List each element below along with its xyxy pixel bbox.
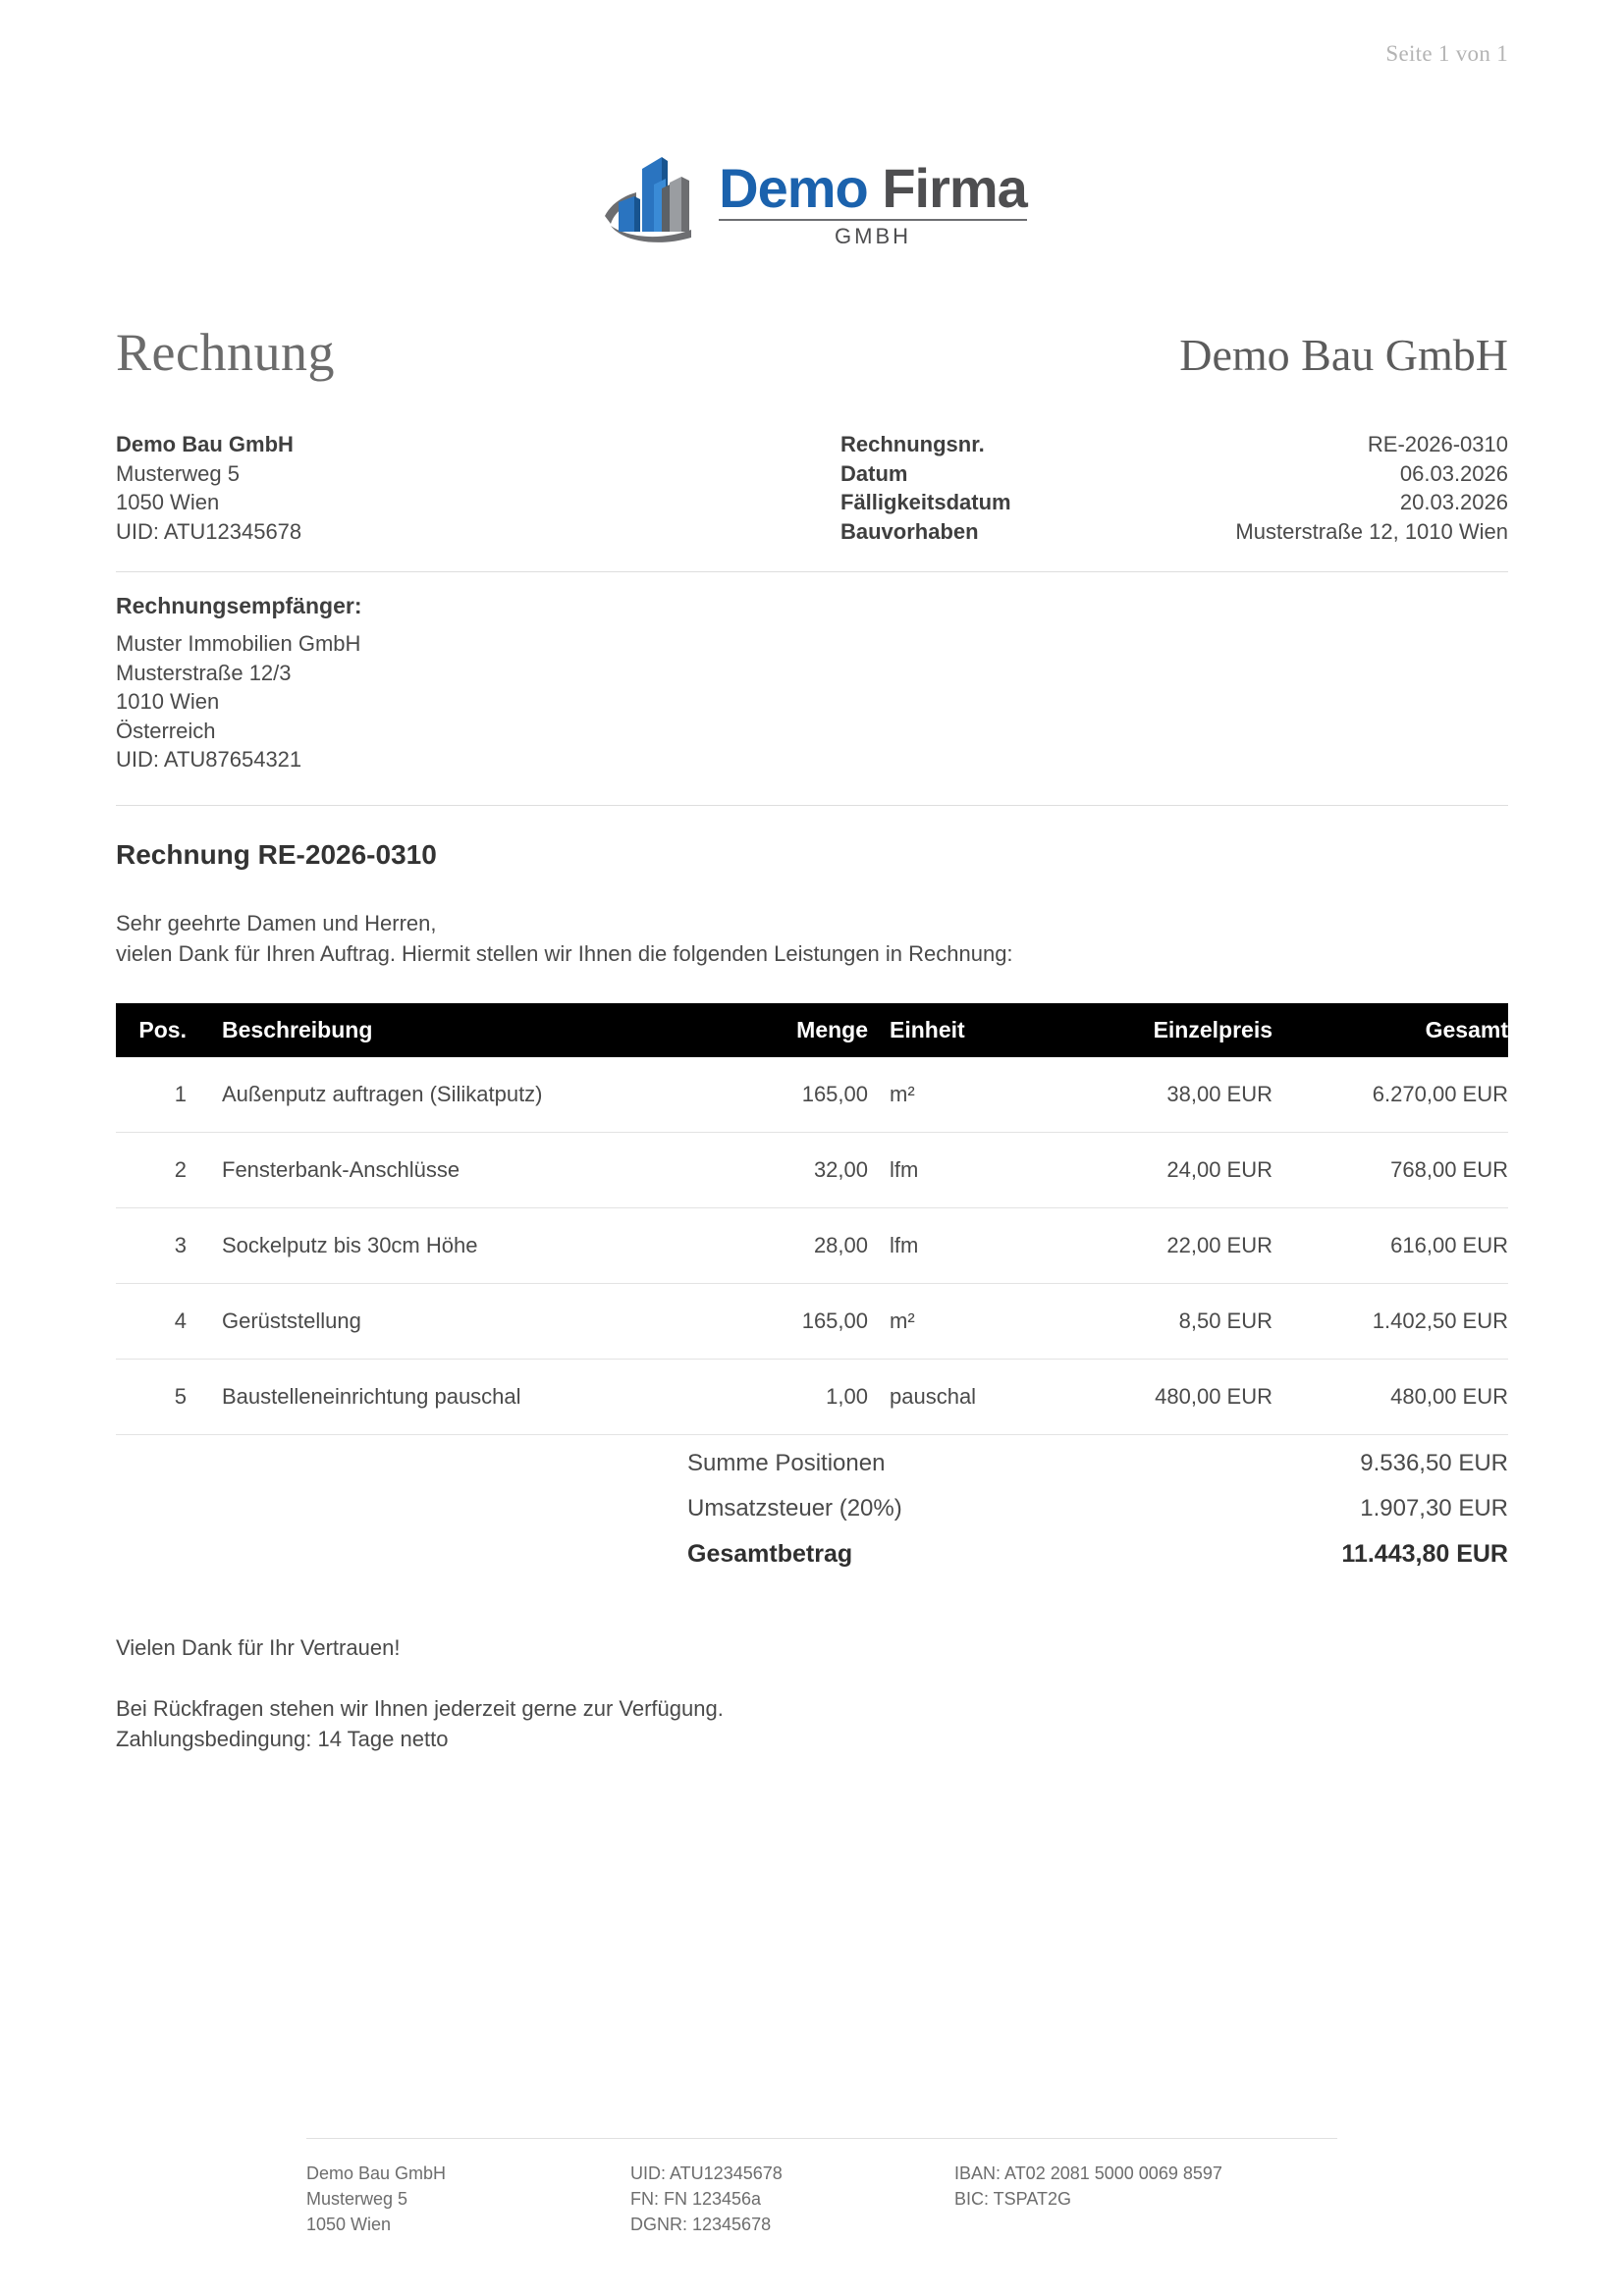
table-header (116, 1003, 1508, 1057)
table-header-row (116, 1003, 1508, 1057)
cell-total: 1.402,50 EUR (1272, 1284, 1508, 1360)
total-subtotal (687, 1441, 1508, 1486)
cell-pos: 1 (116, 1057, 204, 1133)
cell-unit: m² (890, 1284, 1047, 1360)
cell-total: 480,00 EUR (1272, 1360, 1508, 1435)
cell-total: 6.270,00 EUR (1272, 1057, 1508, 1133)
meta-due-date (840, 488, 1508, 517)
sender-address (116, 430, 626, 546)
invoice-metadata (840, 430, 1508, 546)
cell-description: Außenputz auftragen (Silikatputz) (204, 1057, 721, 1133)
cell-pos: 5 (116, 1360, 204, 1435)
meta-project (840, 517, 1508, 547)
cell-quantity: 32,00 (721, 1133, 890, 1208)
table-row (116, 1284, 1508, 1360)
table-row (116, 1133, 1508, 1208)
footer-company-name: Demo Bau GmbH (306, 2163, 447, 2183)
column-header-unit: Einheit (890, 1003, 1047, 1057)
document-title: Rechnung (116, 323, 335, 382)
footer-registration-column (630, 2161, 954, 2237)
recipient-heading: Rechnungsempfänger: (116, 593, 362, 618)
intro-text (116, 908, 1294, 969)
footer-company-city: 1050 Wien (306, 2215, 392, 2234)
cell-total: 768,00 EUR (1272, 1133, 1508, 1208)
cell-description: Gerüststellung (204, 1284, 721, 1360)
cell-quantity: 1,00 (721, 1360, 890, 1435)
sender-street: Musterweg 5 (116, 460, 240, 486)
footer-bic: BIC: TSPAT2G (954, 2189, 1072, 2209)
footer-iban: IBAN: AT02 2081 5000 0069 8597 (954, 2163, 1222, 2183)
meta-value: 06.03.2026 (1399, 460, 1508, 486)
cell-pos: 2 (116, 1133, 204, 1208)
cell-unit: pauschal (890, 1360, 1047, 1435)
recipient-company: Muster Immobilien GmbH (116, 631, 361, 656)
footer-company-register: FN: FN 123456a (630, 2189, 762, 2209)
meta-invoice-date (840, 459, 1508, 489)
cell-quantity: 165,00 (721, 1284, 890, 1360)
table-row (116, 1360, 1508, 1435)
meta-label: Datum (840, 460, 908, 486)
cell-description: Baustelleneinrichtung pauschal (204, 1360, 721, 1435)
total-label: Summe Positionen (687, 1450, 886, 1476)
invoice-heading: Rechnung RE-2026-0310 (116, 839, 437, 870)
divider-top (116, 571, 1508, 572)
column-header-quantity: Menge (721, 1003, 890, 1057)
logo-name-secondary: Firma (882, 157, 1027, 219)
recipient-street: Musterstraße 12/3 (116, 660, 292, 685)
title-row (116, 322, 1508, 383)
table-row (116, 1057, 1508, 1133)
total-label: Umsatzsteuer (20%) (687, 1495, 902, 1522)
sender-vat-id: UID: ATU12345678 (116, 518, 302, 544)
logo-name-primary: Demo (719, 157, 868, 219)
footer-company-street: Musterweg 5 (306, 2189, 408, 2209)
closing-spacer (116, 1663, 1294, 1693)
table-body (116, 1057, 1508, 1435)
company-logo (0, 145, 1624, 251)
meta-label: Fälligkeitsdatum (840, 490, 1011, 514)
footer-company-column (306, 2161, 630, 2237)
cell-quantity: 28,00 (721, 1208, 890, 1284)
total-vat (687, 1486, 1508, 1531)
total-grand (687, 1531, 1508, 1576)
closing-contact: Bei Rückfragen stehen wir Ihnen jederzeit gerne zur Verfügung. (116, 1696, 724, 1721)
line-items-table (116, 1003, 1508, 1435)
divider-recipient (116, 805, 1508, 806)
recipient-country: Österreich (116, 718, 216, 743)
meta-label: Bauvorhaben (840, 518, 979, 544)
footer-bank-column (954, 2161, 1222, 2237)
cell-unit-price: 8,50 EUR (1047, 1284, 1272, 1360)
page-footer (306, 2138, 1337, 2237)
cell-quantity: 165,00 (721, 1057, 890, 1133)
meta-row (116, 430, 1508, 546)
recipient-vat-id: UID: ATU87654321 (116, 747, 302, 772)
cell-total: 616,00 EUR (1272, 1208, 1508, 1284)
cell-pos: 3 (116, 1208, 204, 1284)
table-row (116, 1208, 1508, 1284)
sender-company: Demo Bau GmbH (116, 432, 294, 456)
logo-subtitle: GMBH (835, 224, 911, 248)
meta-value: 20.03.2026 (1399, 490, 1508, 514)
total-value: 1.907,30 EUR (1360, 1495, 1508, 1522)
cell-unit-price: 24,00 EUR (1047, 1133, 1272, 1208)
totals-block (687, 1441, 1508, 1576)
meta-invoice-number (840, 430, 1508, 459)
recipient-city: 1010 Wien (116, 689, 220, 714)
total-label: Gesamtbetrag (687, 1540, 853, 1568)
meta-label: Rechnungsnr. (840, 432, 985, 456)
company-name-title: Demo Bau GmbH (1179, 330, 1508, 380)
column-header-pos: Pos. (116, 1003, 204, 1057)
cell-unit: m² (890, 1057, 1047, 1133)
cell-unit: lfm (890, 1133, 1047, 1208)
intro-body: vielen Dank für Ihren Auftrag. Hiermit stellen wir Ihnen die folgenden Leistungen in Rechnung: (116, 941, 1013, 966)
meta-value: RE-2026-0310 (1367, 432, 1508, 456)
total-value: 11.443,80 EUR (1341, 1540, 1508, 1568)
closing-payment-terms: Zahlungsbedingung: 14 Tage netto (116, 1727, 449, 1751)
meta-value: Musterstraße 12, 1010 Wien (1235, 518, 1508, 544)
column-header-description: Beschreibung (204, 1003, 721, 1057)
column-header-unit-price: Einzelpreis (1047, 1003, 1272, 1057)
total-value: 9.536,50 EUR (1360, 1450, 1508, 1476)
cell-unit-price: 22,00 EUR (1047, 1208, 1272, 1284)
logo-wordmark (719, 157, 1027, 219)
logo-subtitle-rule (719, 219, 1027, 249)
column-header-total: Gesamt (1272, 1003, 1508, 1057)
cell-unit-price: 480,00 EUR (1047, 1360, 1272, 1435)
footer-dgnr: DGNR: 12345678 (630, 2215, 772, 2234)
cell-pos: 4 (116, 1284, 204, 1360)
closing-text (116, 1632, 1294, 1754)
cell-unit-price: 38,00 EUR (1047, 1057, 1272, 1133)
closing-thanks: Vielen Dank für Ihr Vertrauen! (116, 1635, 401, 1660)
cell-description: Sockelputz bis 30cm Höhe (204, 1208, 721, 1284)
intro-salutation: Sehr geehrte Damen und Herren, (116, 911, 437, 935)
sender-city: 1050 Wien (116, 490, 220, 514)
footer-vat-id: UID: ATU12345678 (630, 2163, 783, 2183)
cell-description: Fensterbank-Anschlüsse (204, 1133, 721, 1208)
page-indicator: Seite 1 von 1 (1385, 41, 1508, 66)
building-logo-icon (597, 145, 717, 251)
recipient-block (116, 593, 803, 774)
cell-unit: lfm (890, 1208, 1047, 1284)
